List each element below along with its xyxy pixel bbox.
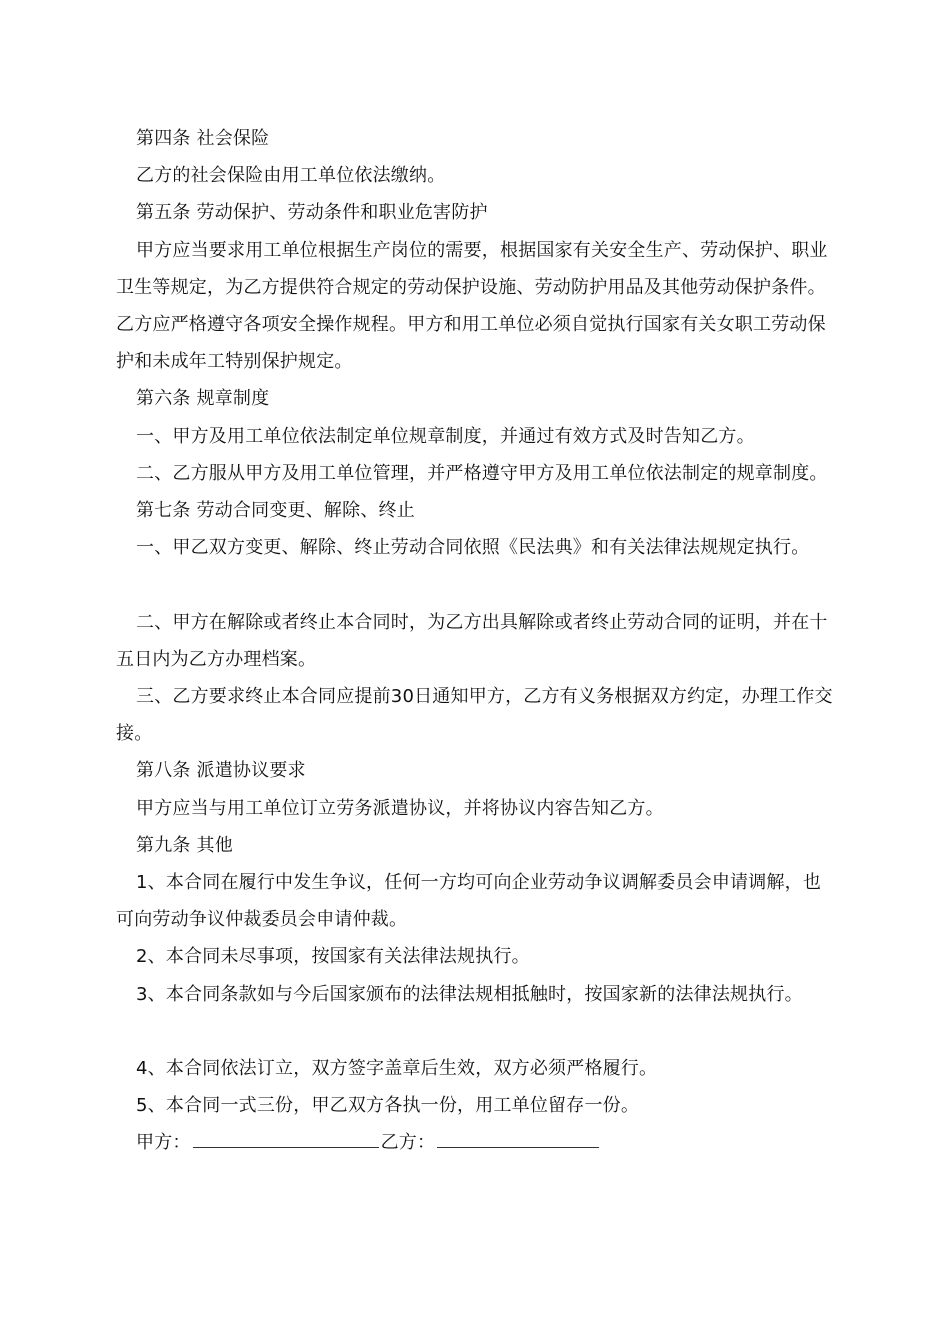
article-6-heading: 第六条 规章制度 [136, 388, 270, 410]
paragraph-gap [116, 566, 836, 603]
signature-line [116, 1124, 836, 1161]
party-b-signature-blank[interactable] [437, 1129, 599, 1148]
article-4-text: 乙方的社会保险由用工单位依法缴纳。 [136, 165, 446, 187]
paragraph-gap [116, 1013, 836, 1050]
article-7-heading: 第七条 劳动合同变更、解除、终止 [136, 500, 415, 522]
article-8-heading: 第八条 派遣协议要求 [136, 760, 306, 782]
article-5-text: 甲方应当要求用工单位根据生产岗位的需要，根据国家有关安全生产、劳动保护、职业卫生等规定，为乙方提供符合规定的劳动保护设施、劳动防护用品及其他劳动保护条件。乙方应严格遵守各项安全操作规程。甲方和用工单位必须自觉执行国家有关女职工劳动保护和未成年工特别保护规定。 [116, 239, 828, 373]
party-a-label: 甲方： [136, 1132, 191, 1154]
article-9-item-4: 4、本合同依法订立，双方签字盖章后生效，双方必须严格履行。 [136, 1058, 658, 1080]
article-9-heading: 第九条 其他 [136, 834, 233, 856]
article-6-item-1: 一、甲方及用工单位依法制定单位规章制度，并通过有效方式及时告知乙方。 [136, 425, 755, 447]
article-4-heading: 第四条 社会保险 [136, 128, 270, 149]
article-6-item-2: 二、乙方服从甲方及用工单位管理，并严格遵守甲方及用工单位依法制定的规章制度。 [136, 462, 828, 484]
article-8-text: 甲方应当与用工单位订立劳务派遣协议，并将协议内容告知乙方。 [136, 797, 664, 819]
article-7-item-1: 一、甲乙双方变更、解除、终止劳动合同依照《民法典》和有关法律法规规定执行。 [136, 537, 810, 559]
article-7-item-2: 二、甲方在解除或者终止本合同时，为乙方出具解除或者终止劳动合同的证明，并在十五日内为乙方办理档案。 [116, 611, 828, 670]
article-9-item-2: 2、本合同未尽事项，按国家有关法律法规执行。 [136, 946, 530, 968]
party-b-label: 乙方： [380, 1132, 436, 1154]
article-7-item-3: 三、乙方要求终止本合同应提前30日通知甲方，乙方有义务根据双方约定，办理工作交接。 [116, 686, 833, 745]
party-a-signature-blank[interactable] [193, 1129, 379, 1148]
article-5-heading: 第五条 劳动保护、劳动条件和职业危害防护 [136, 202, 488, 224]
article-9-item-1: 1、本合同在履行中发生争议，任何一方均可向企业劳动争议调解委员会申请调解，也可向劳动争议仲裁委员会申请仲裁。 [116, 872, 822, 931]
contract-body [116, 120, 836, 1162]
article-9-item-5: 5、本合同一式三份，甲乙双方各执一份，用工单位留存一份。 [136, 1095, 640, 1117]
article-9-item-3: 3、本合同条款如与今后国家颁布的法律法规相抵触时，按国家新的法律法规执行。 [136, 983, 803, 1005]
